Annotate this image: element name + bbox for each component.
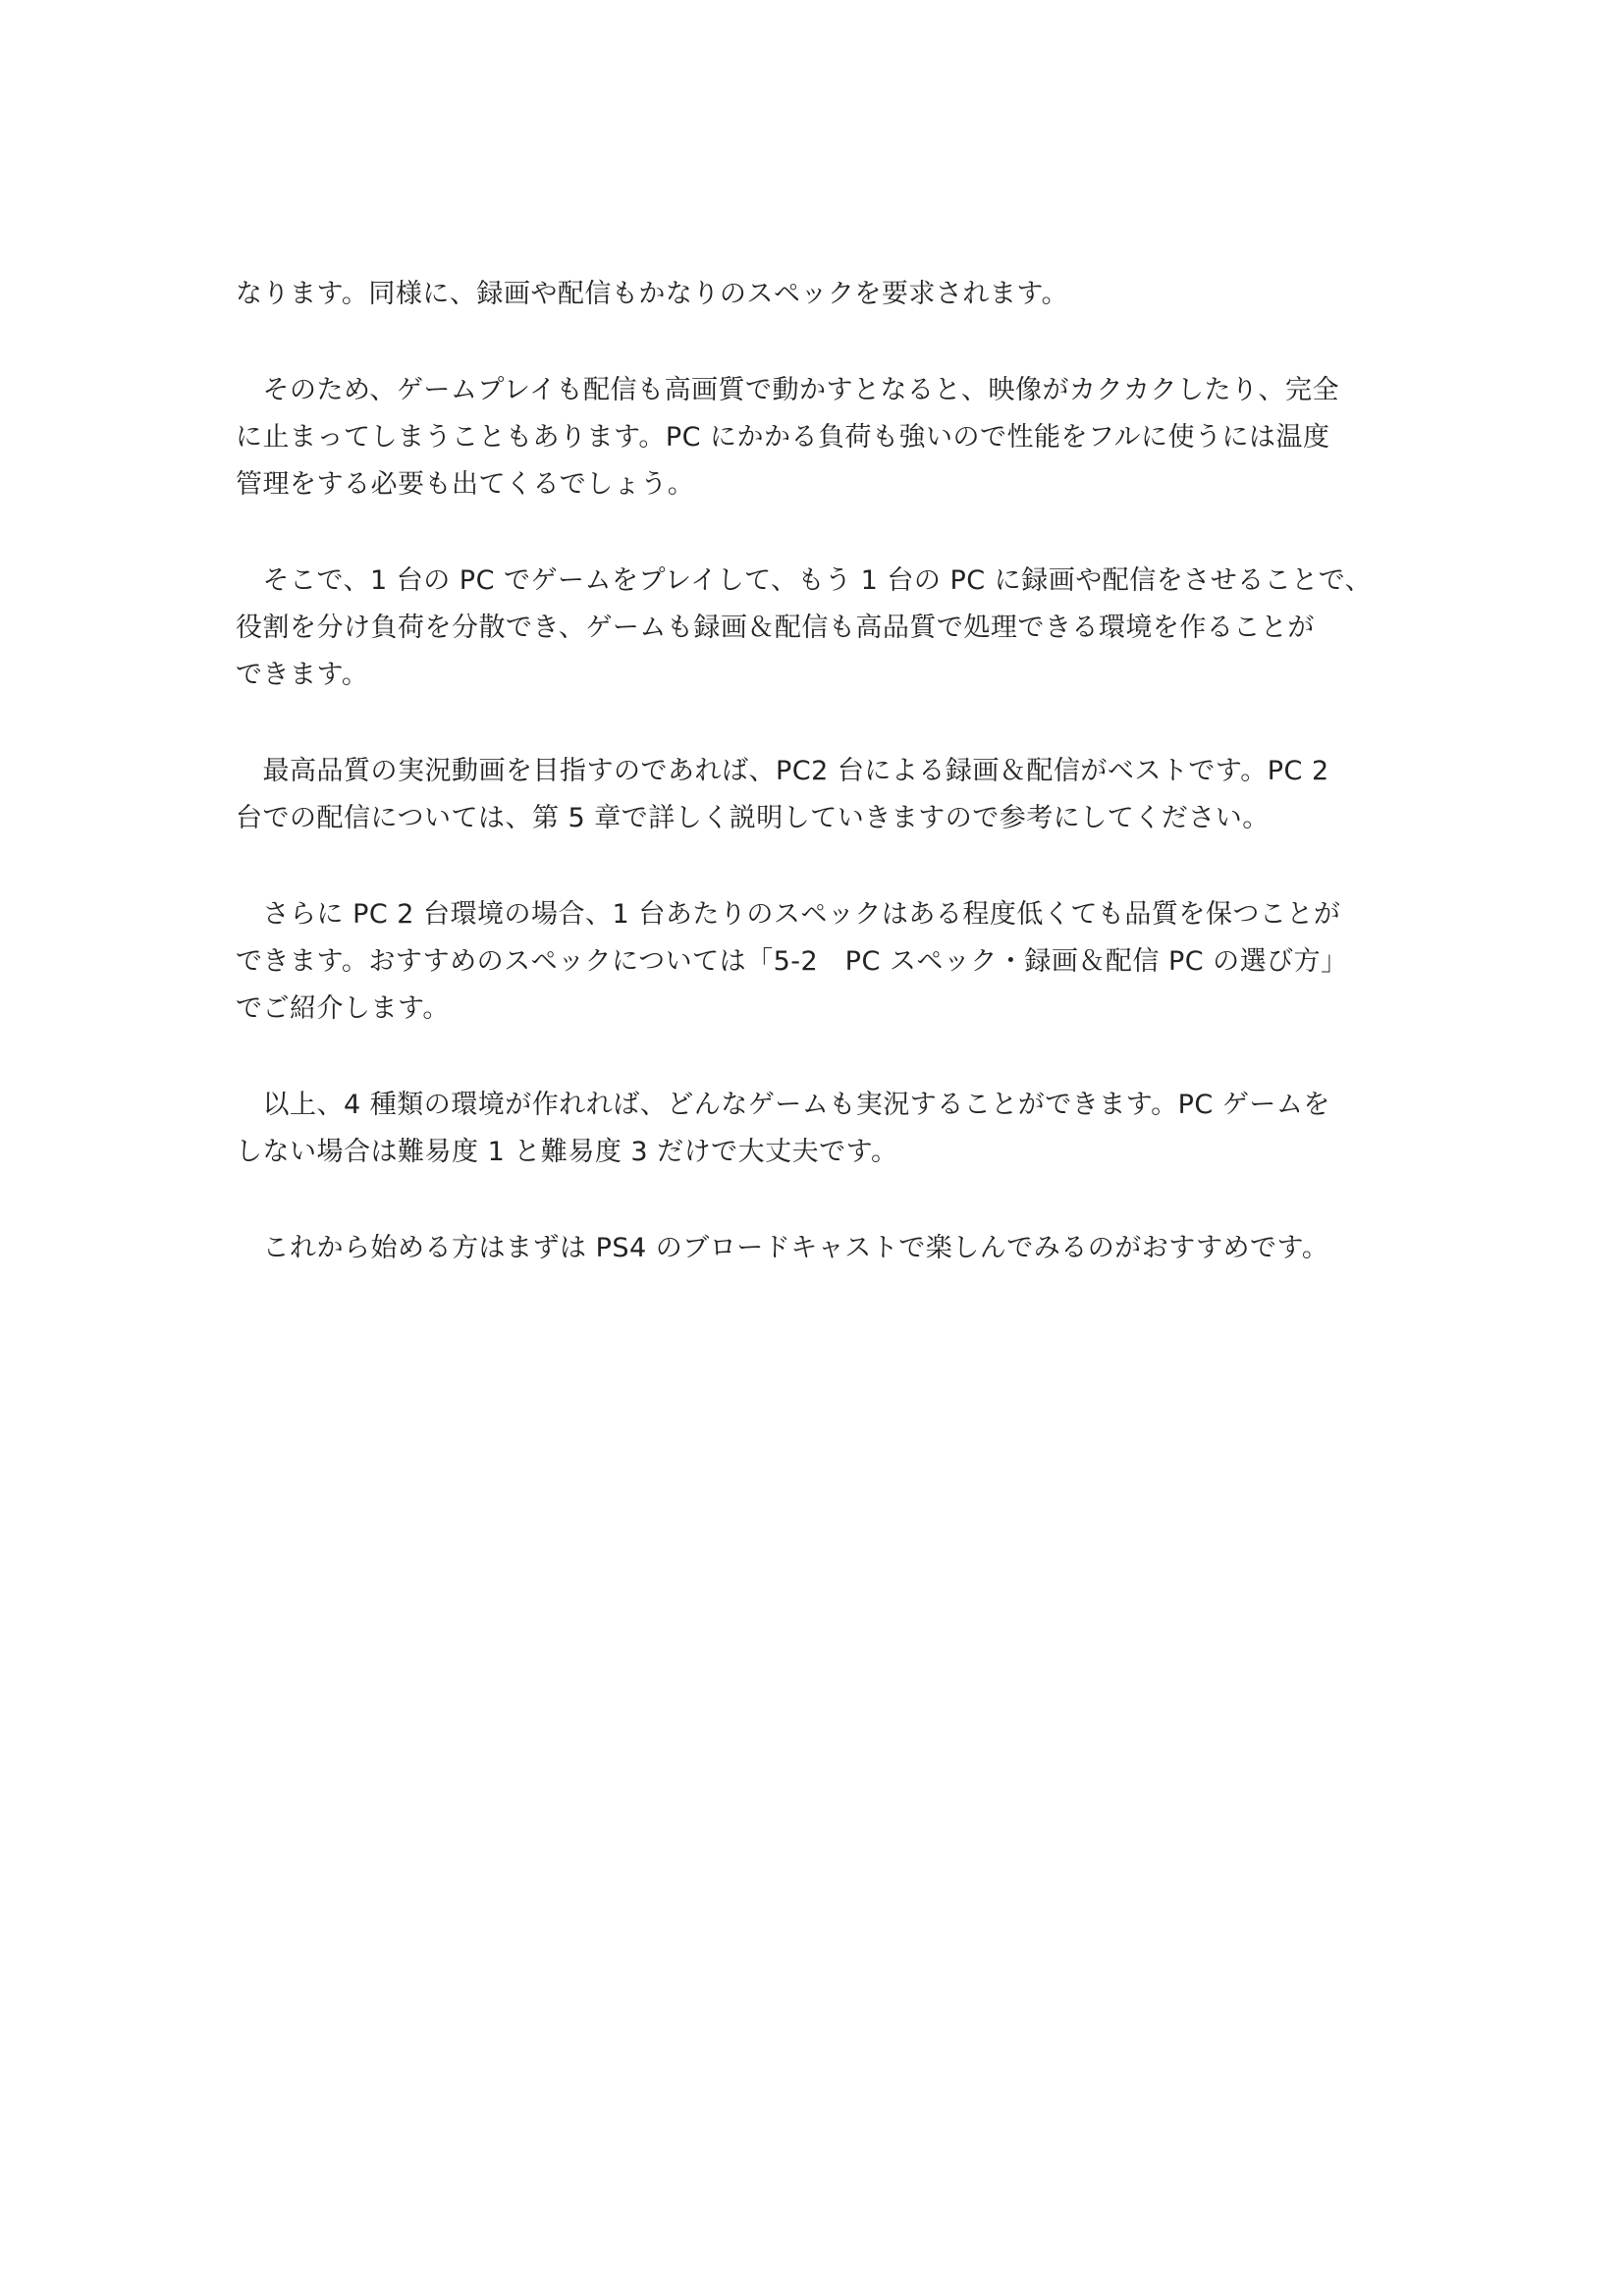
paragraph-spacer xyxy=(236,699,1394,748)
text-line: 役割を分け負荷を分散でき、ゲームも録画＆配信も高品質で処理できる環境を作ることが xyxy=(236,613,1315,643)
text-line: でご紹介します。 xyxy=(236,993,450,1024)
text-line: 台での配信については、第 5 章で詳しく説明していきますので参考にしてください。 xyxy=(236,803,1270,833)
text-line: できます。おすすめのスペックについては「5-2 PC スペック・録画＆配信 PC の選び方」 xyxy=(236,946,1348,977)
paragraph-spacer xyxy=(236,1176,1394,1225)
paragraph xyxy=(236,1082,1394,1176)
text-line: できます。 xyxy=(236,660,369,690)
text-line: 以上、4 種類の環境が作れれば、どんなゲームも実況することができます。PC ゲームを xyxy=(236,1090,1330,1120)
paragraph-spacer xyxy=(236,318,1394,367)
paragraph xyxy=(236,891,1394,1033)
paragraph xyxy=(236,558,1394,699)
paragraph-spacer xyxy=(236,1033,1394,1082)
text-line: しない場合は難易度 1 と難易度 3 だけで大丈夫です。 xyxy=(236,1137,898,1167)
text-line: 管理をする必要も出てくるでしょう。 xyxy=(236,469,695,500)
text-line: 最高品質の実況動画を目指すのであれば、PC2 台による録画＆配信がベストです。PC 2 xyxy=(236,756,1329,786)
paragraph xyxy=(236,367,1394,508)
paragraph xyxy=(236,1225,1394,1272)
text-line: なります。同様に、録画や配信もかなりのスペックを要求されます。 xyxy=(236,279,1069,309)
body-text xyxy=(236,271,1394,1272)
paragraph xyxy=(236,271,1394,318)
text-line: これから始める方はまずは PS4 のブロードキャストで楽しんでみるのがおすすめです。 xyxy=(236,1233,1329,1263)
text-line: そのため、ゲームプレイも配信も高画質で動かすとなると、映像がカクカクしたり、完全 xyxy=(236,375,1339,405)
text-line: に止まってしまうこともあります。PC にかかる負荷も強いので性能をフルに使うには温度 xyxy=(236,422,1330,453)
text-line: さらに PC 2 台環境の場合、1 台あたりのスペックはある程度低くても品質を保つことが xyxy=(236,899,1341,930)
paragraph xyxy=(236,748,1394,842)
text-line: そこで、1 台の PC でゲームをプレイして、もう 1 台の PC に録画や配信をさせることで、 xyxy=(236,565,1373,596)
paragraph-spacer xyxy=(236,842,1394,891)
paragraph-spacer xyxy=(236,508,1394,558)
